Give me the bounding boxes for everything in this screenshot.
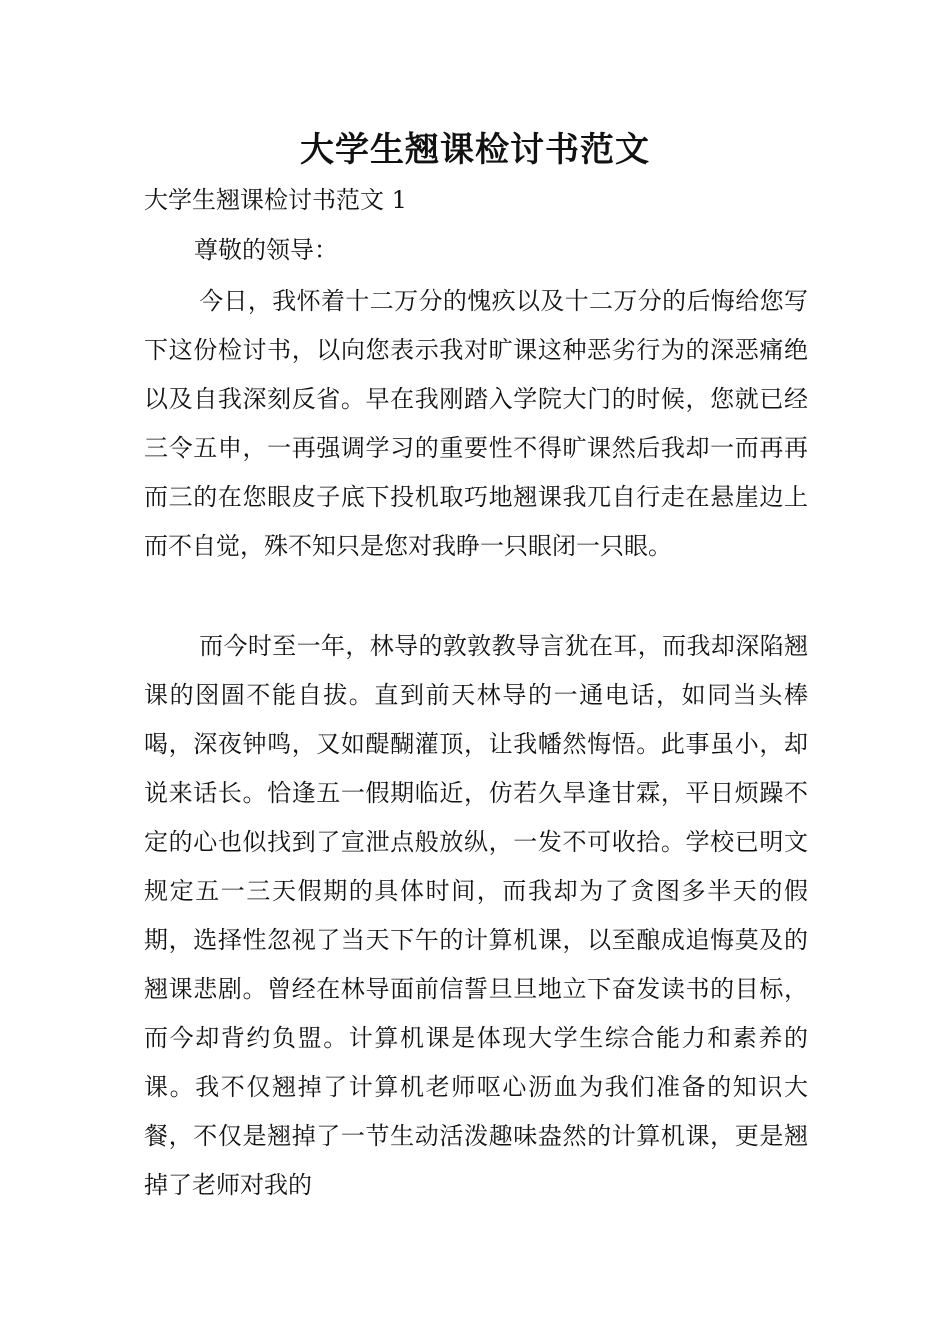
- salutation: 尊敬的领导：: [194, 236, 338, 264]
- body-paragraph-1: 今日，我怀着十二万分的愧疚以及十二万分的后悔给您写下这份检讨书，以向您表示我对旷课这种恶劣行为的深恶痛绝以及自我深刻反省。早在我刚踏入学院大门的时候，您就已经三令五申，一再强调学习的重要性不得旷课然后我却一而再再而三的在您眼皮子底下投机取巧地翘课我兀自行走在悬崖边上而不自觉，殊不知只是您对我睁一只眼闭一只眼。: [144, 287, 808, 560]
- document-subtitle: 大学生翘课检讨书范文 1: [144, 186, 407, 214]
- document-title: 大学生翘课检讨书范文: [300, 130, 650, 170]
- body-paragraph-2: 而今时至一年，林导的敦敦教导言犹在耳，而我却深陷翘课的囹圄不能自拔。直到前天林导的一通电话，如同当头棒喝，深夜钟鸣，又如醍醐灌顶，让我幡然悔悟。此事虽小，却说来话长。恰逢五一假期临近，仿若久旱逢甘霖，平日烦躁不定的心也似找到了宣泄点般放纵，一发不可收拾。学校已明文规定五一三天假期的具体时间，而我却为了贪图多半天的假期，选择性忽视了当天下午的计算机课，以至酿成追悔莫及的翘课悲剧。曾经在林导面前信誓旦旦地立下奋发读书的目标，而今却背约负盟。计算机课是体现大学生综合能力和素养的课。我不仅翘掉了计算机老师呕心沥血为我们准备的知识大餐，不仅是翘掉了一节生动活泼趣味盎然的计算机课，更是翘掉了老师对我的: [144, 632, 808, 1199]
